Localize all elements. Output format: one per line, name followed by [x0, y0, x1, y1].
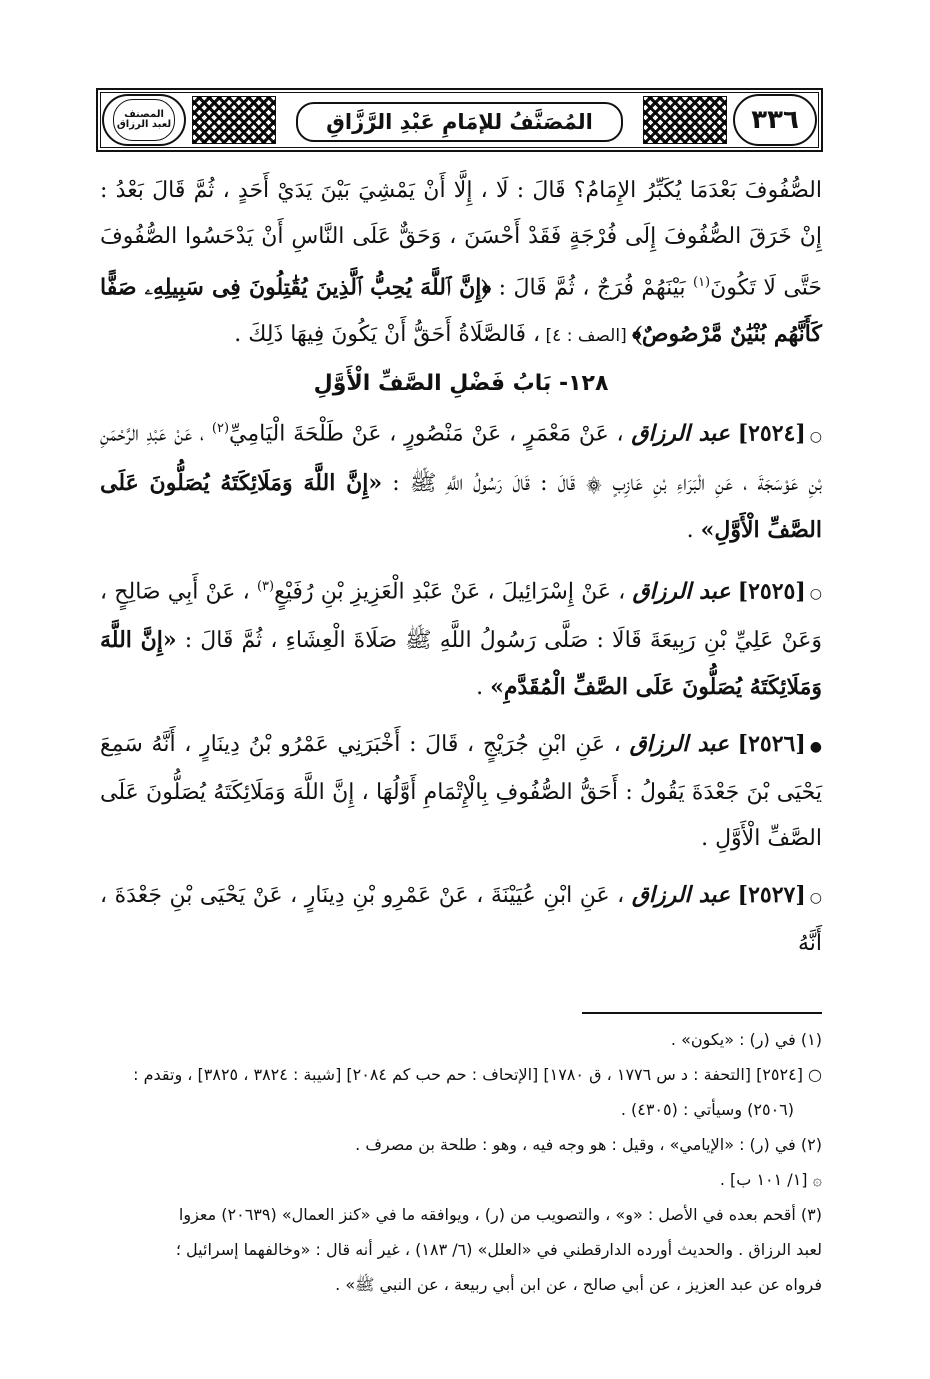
hadith-text-b: ، عَنْ عَبْدِ الرَّحْمَنِ بْنِ عَوْسَجَةَ ، عَنِ الْبَرَاءِ بْنِ عَازِبٍ ۞ قَالَ : قَالَ رَسُولُ اللَّهِ ﷺ : — [100, 421, 822, 496]
intro-paragraph — [100, 168, 822, 359]
hadith-end: . — [476, 674, 491, 700]
page-header — [96, 88, 823, 152]
hadith-2524 — [100, 406, 822, 553]
hadith-number: [٢٥٢٧] — [737, 881, 806, 908]
hadith-2526 — [100, 721, 822, 862]
hadith-number: [٢٥٢٤] — [737, 420, 806, 447]
hadith-marker-icon: ○ — [809, 428, 823, 445]
hadith-marker-icon: ○ — [809, 889, 822, 906]
hadith-source: عبد الرزاق — [632, 577, 731, 604]
intro-text-b: بَيْنَهُمْ فُرَجٌ ، ثُمَّ قَالَ : — [491, 275, 693, 301]
footnote-mark-1: (١) — [692, 275, 711, 290]
publisher-seal — [102, 94, 186, 146]
running-title-text: المُصَنَّفُ للإمَامِ عَبْدِ الرَّزَّاقِ — [326, 110, 593, 134]
seal-line-1: المصنف — [124, 108, 164, 120]
footnote-3-line-1: (٣) أقحم بعده في الأصل : «و» ، والتصويب من (ر) ، ويوافقه ما في «كنز العمال» (٢٠٦٣٩) معزوا — [178, 1205, 822, 1224]
running-title — [296, 102, 623, 142]
footnote-mark-2: (٢) — [211, 421, 230, 437]
quran-verse: ﴿إِنَّ ٱللَّهَ يُحِبُّ ٱلَّذِينَ يُقَٰتِلُونَ فِى سَبِيلِهِۦ صَفًّا كَأَنَّهُم بُنْيَٰنٌ مَّرْصُوصٌ﴾ — [100, 274, 822, 348]
hadith-quote: «إِنَّ اللَّهَ وَمَلَائِكَتَهُ يُصَلُّونَ عَلَى الصَّفِّ الْمُقَدَّمِ» — [100, 626, 822, 700]
quran-reference: [الصف : ٤] — [540, 326, 633, 347]
chapter-heading: ١٢٨- بَابُ فَضْلِ الصَّفِّ الْأَوَّلِ — [313, 371, 609, 397]
header-ornament-right — [643, 96, 727, 144]
page-number: ٣٣٦ — [751, 105, 799, 135]
intro-text-c: ، فَالصَّلَاةُ أَحَقُّ أَنْ يَكُونَ فِيهَا ذَلِكَ . — [234, 322, 541, 348]
main-text — [100, 168, 822, 967]
footnote-separator — [582, 1012, 822, 1014]
hadith-source: عبد الرزاق — [629, 730, 729, 757]
seal-logo — [113, 99, 175, 141]
footnotes — [100, 1022, 822, 1302]
hadith-quote: «إِنَّ اللَّهَ وَمَلَائِكَتَهُ يُصَلُّونَ عَلَى الصَّفِّ الْأَوَّلِ» — [100, 469, 822, 543]
footnote-3-line-2: لعبد الرزاق . والحديث أورده الدارقطني في «العلل» (٦/ ١٨٣) ، غير أنه قال : «وخالفهما إسرائيل ؛ — [175, 1240, 822, 1259]
hadith-2525 — [100, 564, 822, 711]
intro-text-a: الصُّفُوفَ بَعْدَمَا يُكَبِّرُ الإِمَامُ؟ قَالَ : لَا ، إِلَّا أَنْ يَمْشِيَ بَيْنَ يَدَيْ أَحَدٍ ، ثُمَّ قَالَ بَعْدُ : إِنْ خَرَقَ الصُّفُوفَ إِلَى فُرْجَةٍ فَقَدْ أَحْسَنَ ، وَحَقٌّ عَلَى النَّاسِ أَنْ يَدْحَسُوا الصُّفُوفَ حَتَّى لَا تَكُونَ — [100, 178, 822, 301]
hadith-2527 — [100, 872, 822, 967]
hadith-text-a: ، عَنْ مَعْمَرٍ ، عَنْ مَنْصُورٍ ، عَنْ طَلْحَةَ الْيَامِيِّ — [229, 421, 632, 447]
hadith-marker-icon: ● — [809, 738, 822, 755]
takhrij-line-1: ○ [٢٥٢٤] [التحفة : د س ١٧٧٦ ، ق ١٧٨٠] [الإتحاف : حم حب كم ٢٠٨٤] [شيبة : ٣٨٢٤ ، ٣٨٢٥] ، وتقدم : — [133, 1065, 822, 1084]
footnote-3-line-3: فرواه عن عبد العزيز ، عن أبي صالح ، عن ابن أبي ربيعة ، عن النبي ﷺ» . — [335, 1275, 822, 1294]
hadith-text-b: ، عَنْ أَبِي صَالِحٍ ، وَعَنْ عَلِيِّ بْنِ رَبِيعَةَ قَالَا : صَلَّى رَسُولُ اللَّهِ ﷺ صَلَاةَ الْعِشَاءِ ، ثُمَّ قَالَ : — [100, 578, 822, 653]
hadith-text-a: ، عَنْ إِسْرَائِيلَ ، عَنْ عَبْدِ الْعَزِيزِ بْنِ رُفَيْعٍ — [274, 578, 633, 604]
page-number-medallion — [733, 94, 817, 146]
seal-line-2: لعبد الرزاق — [116, 119, 172, 130]
hadith-text-a: ، عَنِ ابْنِ عُيَيْنَةَ ، عَنْ عَمْرِو بْنِ دِينَارٍ ، عَنْ يَحْيَى بْنِ جَعْدَةَ ، أَنَّهُ — [100, 882, 822, 956]
hadith-marker-icon: ○ — [809, 585, 823, 602]
hadith-source: عبد الرزاق — [631, 881, 731, 908]
header-ornament-left — [192, 96, 276, 144]
footnote-1: (١) في (ر) : «يكون» . — [670, 1030, 822, 1049]
takhrij-line-2: (٢٥٠٦) وسيأتي : (٤٣٠٥) . — [620, 1100, 794, 1119]
hadith-number: [٢٥٢٦] — [737, 730, 806, 757]
hadith-source: عبد الرزاق — [631, 420, 730, 447]
folio-reference: ۞ [١/ ١٠١ ب] . — [719, 1170, 822, 1189]
hadith-end: . — [686, 517, 701, 543]
footnote-mark-3: (٣) — [256, 578, 275, 594]
hadith-text-a: ، عَنِ ابْنِ جُرَيْجٍ ، قَالَ : أَخْبَرَنِي عَمْرُو بْنُ دِينَارٍ ، أَنَّهُ سَمِعَ يَحْيَى بْنَ جَعْدَةَ يَقُولُ : أَحَقُّ الصُّفُوفِ بِالْإِتْمَامِ أَوَّلُهَا ، إِنَّ اللَّهَ وَمَلَائِكَتَهُ يُصَلُّونَ عَلَى الصَّفِّ الْأَوَّلِ . — [100, 731, 822, 851]
hadith-number: [٢٥٢٥] — [737, 577, 806, 604]
footnote-2: (٢) في (ر) : «الإيامي» ، وقيل : هو وجه فيه ، وهو : طلحة بن مصرف . — [355, 1135, 822, 1154]
